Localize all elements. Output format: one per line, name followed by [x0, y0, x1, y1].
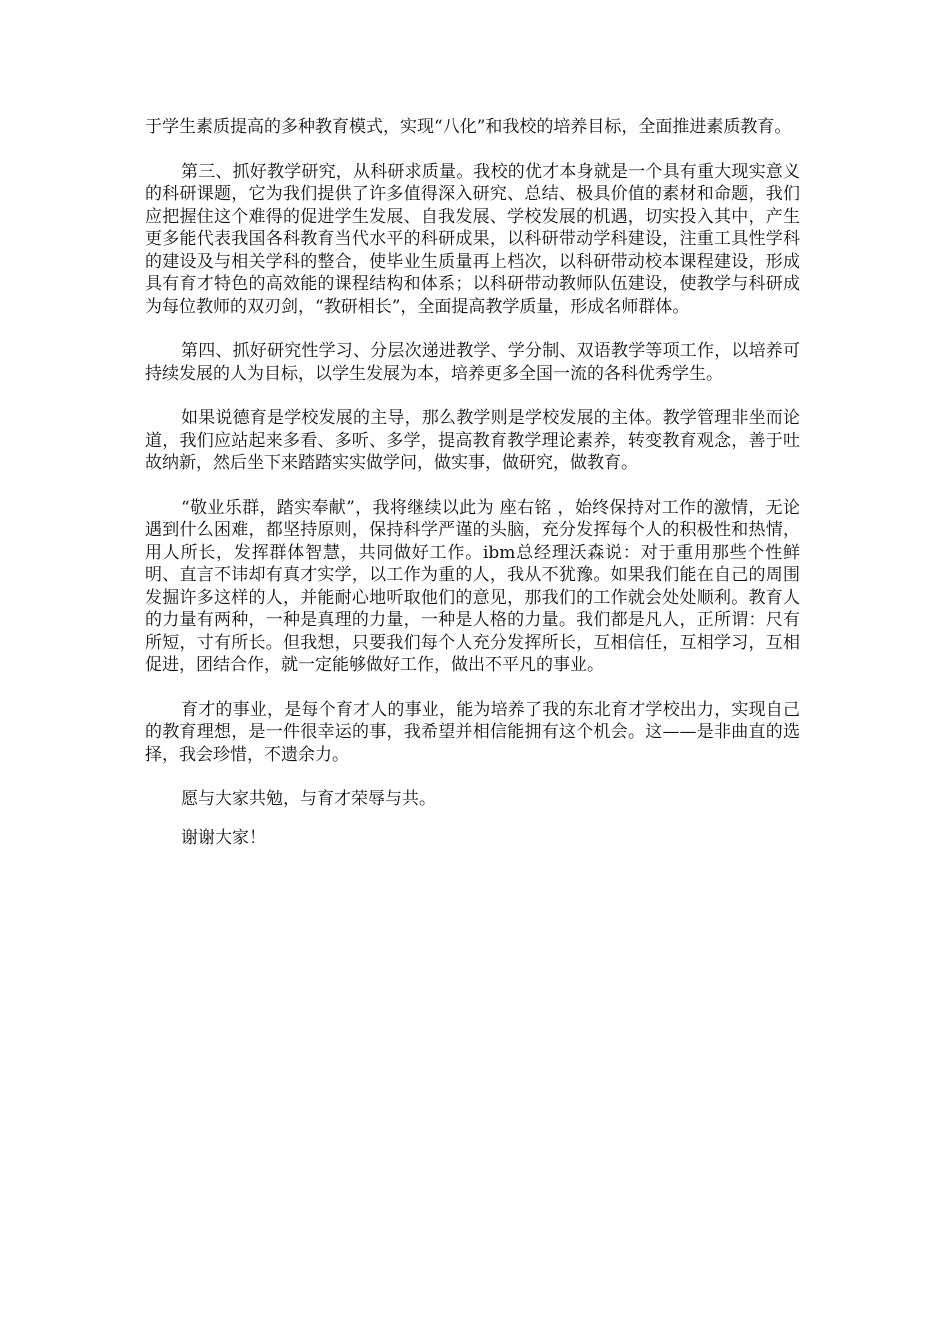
paragraph-career: 育才的事业，是每个育才人的事业，能为培养了我的东北育才学校出力，实现自己的教育理想，是一件很幸运的事，我希望并相信能拥有这个机会。这——是非曲直的选择，我会珍惜，不遗余力。 — [145, 699, 800, 765]
paragraph-encouragement: 愿与大家共勉，与育才荣辱与共。 — [181, 789, 436, 809]
paragraph-thanks: 谢谢大家！ — [181, 827, 266, 848]
paragraph-teaching-management: 如果说德育是学校发展的主导，那么教学则是学校发展的主体。教学管理非坐而论道，我们应站起来多看、多听、多学，提高教育教学理论素养，转变教育观念，善于吐故纳新，然后坐下来踏踏实实做学问，做实事，做研究，做教育。 — [145, 408, 800, 473]
paragraph-research-learning: 第四、抓好研究性学习、分层次递进教学、学分制、双语教学等项工作，以培养可持续发展的人为目标，以学生发展为本，培养更多全国一流的各科优秀学生。 — [145, 341, 800, 384]
paragraph-teaching-research: 第三、抓好教学研究，从科研求质量。我校的优才本身就是一个具有重大现实意义的科研课题，它为我们提供了许多值得深入研究、总结、极具价值的素材和命题，我们应把握住这个难得的促进学生发展、自我发展、学校发展的机遇，切实投入其中，产生更多能代表我国各科教育当代水平的科研成果，以科研带动学科建设，注重工具性学科的建设及与相关学科的整合，使毕业生质量再上档次，以科研带动校本课程建设，形成具有育才特色的高效能的课程结构和体系；以科研带动教师队伍建设，使教学与科研成为每位教师的双刃剑，“教研相长”，全面提高教学质量，形成名师群体。 — [145, 161, 800, 317]
paragraph-continuation: 于学生素质提高的多种教育模式，实现“八化”和我校的培养目标，全面推进素质教育。 — [145, 117, 792, 137]
paragraph-motto: “敬业乐群，踏实奉献”，我将继续以此为 座右铭 ，始终保持对工作的激情，无论遇到什么困难，都坚持原则，保持科学严谨的头脑，充分发挥每个人的积极性和热情，用人所长，发挥群体智慧，共同做好工作。ibm总经理沃森说：对于重用那些个性鲜明、直言不讳却有真才实学，以工作为重的人，我从不犹豫。如果我们能在自己的周围发掘许多这样的人，并能耐心地听取他们的意见，那我们的工作就会处处顺利。教育人的力量有两种，一种是真理的力量，一种是人格的力量。我们都是凡人，正所谓：尺有所短，寸有所长。但我想，只要我们每个人充分发挥所长，互相信任，互相学习，互相促进，团结合作，就一定能够做好工作，做出不平凡的事业。 — [145, 497, 800, 675]
document-body — [145, 116, 800, 871]
